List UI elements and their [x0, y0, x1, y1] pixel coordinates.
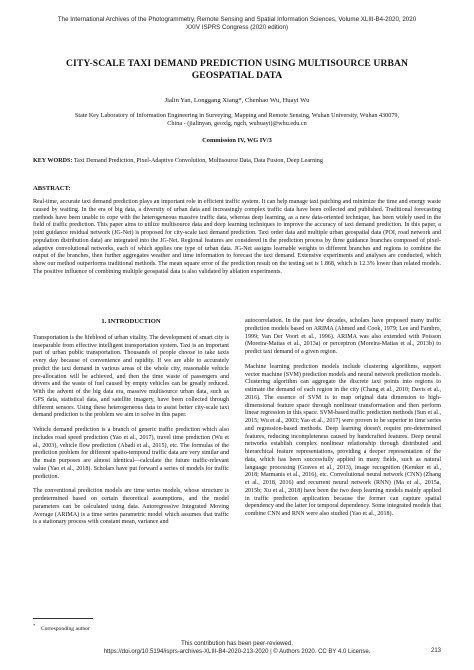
paragraph: The conventional prediction models are time series models, whose structure is predetermined based on certain theoretical assumptions, and the model parameters can be calculated using data. Autoregressive Integrated Moving Average (ARIMA) is a time series parametric model which assumes that traffic is a stationary process with constant mean, variance and: [33, 488, 229, 526]
right-column: [245, 318, 441, 526]
footnote-text: Corresponding author: [40, 625, 90, 632]
abstract-heading: ABSTRACT:: [33, 185, 71, 192]
paragraph: Vehicle demand prediction is a branch of generic traffic prediction which also includes road speed prediction (Yao et al., 2017), travel time prediction (Wu et al., 2003), vehicle flow prediction (Abadi et al., 2015), etc. The formulas of the prediction problem for different spatio-temporal traffic data are very similar and the main purposes are almost identical—calculate the future traffic-relevant value (Yao et al., 2018). Scholars have put forward a series of models for traffic prediction.: [33, 427, 229, 480]
paragraph: Machine learning prediction models include clustering algorithms, support vector machine (SVM) prediction models and neural network prediction models. Clustering algorithm can aggregate the discrete taxi points into regions to estimate the demand of each region in the city (Chang et al., 2010; Davis et al., 2016). The essence of SVM is to map original data dimension to high-dimensional feature space through nonlinear transformation and then perform linear regression in this space. SVM-based traffic prediction methods (Sun et al., 2015; Wu et al., 2003; Yao et al., 2017) were proven to be superior to time series and regression-based methods. Deep learning doesn't require pre-determined features, reducing incompleteness caused by handcrafted features. Deep neural networks establish complex nonlinear relationship through distributed and hierarchical feature representations, providing a deeper representation of the data, which has been successfully applied in many fields, such as natural language processing (Graves et al., 2013), image recognition (Kemker et al., 2018; Marmanis et al., 2016), etc. Convolutional neural network (CNN) (Zhang et al., 2018, 2016) and recurrent neural network (RNN) (Ma et al., 2015a, 2015b; Xu et al., 2018) have been the two deep learning models mainly applied in traffic prediction application because the former can capture spatial dependency and the latter for temporal dependency. Some integrated models that combine CNN and RNN were also studied (Yao et al., 2018).: [245, 363, 441, 517]
header-line-journal: The International Archives of the Photogrammetry, Remote Sensing and Spatial Information Sciences, Volume XLIII-B4-2020, 2020: [57, 16, 417, 23]
footnote-divider: [33, 618, 93, 619]
abstract-text: Real-time, accurate taxi demand prediction plays an important role in efficient traffic system. It can help manage taxi patching and minimize the time and energy waste caused by waiting. In the era of big data, a diversity of urban data and increasingly complex traffic data have been collected and published. Traditional forecasting methods have been unable to cope with the heterogeneous massive traffic data, whereas deep learning, as a new data-oriented technique, has been widely used in the field of traffic prediction. This paper aims to utilize multisource data and deep learning techniques to improve the accuracy of taxi demand prediction. In this paper, a joint guidance residual network (JG-Net) is proposed for city-scale taxi demand prediction. Taxi order data and multiple urban geospatial data (POI, road network and population distribution data) are integrated into the JG-Net. Regional features are considered in the prediction process by three guidance branches composed of pixel-adaptive convolutional networks, each of which applies one type of urban data. JG-Net assigns learnable weights to different branches and regions to combine the output of the branches, then further aggregates weather and time information to forecast the taxi demand. Extensive experiments and analyses are conducted, which show our method outperforms traditional methods. The mean square error of the prediction result on the testing set is 1.868, which is 12.3% lower than related models. The positive influence of combining multiple geospatial data is also validated by ablation experiments.: [33, 199, 441, 275]
section-heading-introduction: 1. INTRODUCTION: [101, 318, 161, 325]
paper-title: [40, 58, 434, 82]
page-number: 213: [430, 648, 441, 654]
footer-doi-link[interactable]: https://doi.org/10.5194/isprs-archives-XLIII-B4-2020-213-2020 | © Authors 2020. CC BY 4.0 License.: [103, 649, 371, 655]
title-line-2: GEOSPATIAL DATA: [191, 70, 283, 81]
keywords-text: Taxi Demand Prediction, Pixel-Adaptive Convolution, Multisource Data, Data Fusion, Deep Learning: [73, 158, 323, 164]
header-line-congress: XXIV ISPRS Congress (2020 edition): [185, 24, 289, 31]
left-column: [33, 318, 229, 534]
keywords-label: KEY WORDS:: [33, 158, 73, 164]
running-header: [36, 16, 438, 32]
affiliation-line-1: State Key Laboratory of Information Engineering in Surveying, Mapping and Remote Sensing, Wuhan University, Wuhan 430079,: [74, 112, 400, 119]
footnote-mark: *: [33, 623, 36, 628]
paragraph: autocorrelation. In the past few decades, scholars have proposed many traffic prediction models based on ARIMA (Ahmed and Cook, 1979; Lee and Fambro, 1999; Van Der Voort et al., 1996). ARIMA was also extended with Poisson (Moreira-Matias et al., 2013a) or perceptron (Moreira-Matias et al., 2013b) to predict taxi demand of a given region.: [245, 318, 441, 355]
footer-review-note: This contribution has been peer-reviewed.: [181, 641, 293, 647]
author-list: Jialin Yan, Longgang Xiang*, Chenhao Wu, Huayi Wu: [164, 97, 310, 104]
page-footer: [60, 640, 414, 656]
affiliation-line-2: China - (jialinyan, geoxlg, ngch, wuhuayi)@whu.edu.cn: [167, 120, 307, 127]
paragraph: Transportation is the lifeblood of urban vitality. The development of smart city is inseparable from effective intelligent transportation system. Taxi is an important part of urban public transportation. Thousands of people choose to take taxis every day because of convenience and rapidity. If we are able to accurately predict the taxi demand in various areas of the whole city, reasonable vehicle pre-allocation will be achieved, and then the time waste of passengers and drivers and the waste of fuel caused by empty vehicles can be greatly reduced. With the advent of the big data era, massive multisource urban data, such as GPS data, statistical data, and satellite imagery, have been collected through different sensors. Using these heterogeneous data to assist better city-scale taxi demand prediction is the problem we aim to solve in this paper.: [33, 334, 229, 419]
commission-line: Commission IV, WG IV/3: [202, 137, 272, 144]
footnote: [33, 623, 90, 632]
keywords-block: [33, 157, 441, 165]
affiliation: [50, 112, 424, 128]
title-line-1: CITY-SCALE TAXI DEMAND PREDICTION USING MULTISOURCE URBAN: [65, 58, 409, 69]
